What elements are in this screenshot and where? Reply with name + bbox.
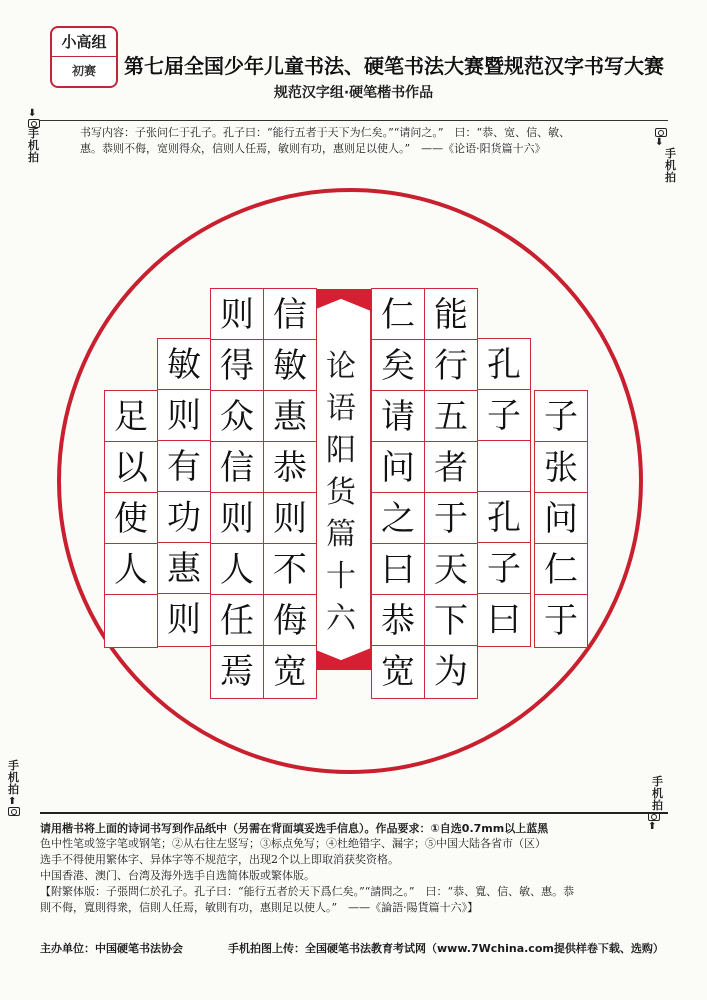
grid-cell: 侮 (263, 594, 317, 648)
grid-cell: 以 (104, 441, 158, 495)
arrow-up-icon: ⬆ (648, 821, 657, 832)
page-subtitle: 规范汉字组·硬笔楷书作品 (273, 85, 434, 101)
grid-cell: 张 (534, 441, 588, 495)
grid-cell: 天 (424, 543, 478, 597)
grid-cell (104, 594, 158, 648)
band-char: 语 (326, 391, 356, 426)
grid-cell: 信 (210, 441, 264, 495)
instructions-line-2: 色中性笔或签字笔或钢笔；②从右往左竖写；③标点免写；④杜绝错字、漏字；⑤中国大陆各省市（区） (40, 837, 546, 850)
grid-cell: 问 (534, 492, 588, 546)
badge-round-label: 初赛 (71, 64, 96, 78)
grid-cell: 孔 (477, 338, 531, 392)
grid-cell: 则 (210, 492, 264, 546)
grid-cell: 者 (424, 441, 478, 495)
band-char: 阳 (326, 433, 356, 468)
page-title: 第七届全国少年儿童书法、硬笔书法大赛暨规范汉字书写大赛 (124, 54, 664, 78)
grid-cell: 则 (157, 593, 211, 647)
arrow-down-icon: ⬇ (655, 137, 664, 148)
grid-cell: 下 (424, 594, 478, 648)
grid-cell: 五 (424, 390, 478, 444)
grid-cell: 得 (210, 339, 264, 393)
band-char: 六 (326, 601, 356, 636)
content-line-2: 惠。恭则不侮，宽则得众，信则人任焉，敏则有功，惠则足以使人。” ——《论语·阳货篇十六》 (80, 142, 546, 155)
upload-info: 手机拍图上传：全国硬笔书法教育考试网（www.7Wchina.com提供样卷下载、选购） (228, 942, 664, 955)
grid-cell: 信 (263, 288, 317, 342)
grid-cell: 人 (104, 543, 158, 597)
grid-cell: 仁 (534, 543, 588, 597)
grid-cell: 则 (210, 288, 264, 342)
grid-cell: 能 (424, 288, 478, 342)
grid-cell: 行 (424, 339, 478, 393)
grid-cell: 则 (157, 389, 211, 443)
arrow-down-icon: ⬇ (28, 108, 37, 119)
instructions-line-3: 选手不得使用繁体字、异体字等不规范字，出现2个以上即取消获奖资格。 (40, 853, 399, 866)
grid-cell: 为 (424, 645, 478, 699)
grid-cell: 任 (210, 594, 264, 648)
instructions-line-5: 【附繁体版：子張問仁於孔子。孔子曰：“能行五者於天下爲仁矣。”“請問之。” 曰：“恭、寬、信、敏、惠。恭 (40, 885, 575, 898)
instructions-line-4: 中国香港、澳门、台湾及海外选手自选简体版或繁体版。 (40, 869, 315, 882)
band-char: 十 (326, 559, 356, 594)
grid-cell: 曰 (371, 543, 425, 597)
instructions-line-1: 请用楷书将上面的诗词书写到作品纸中（另需在背面填妥选手信息）。作品要求：①自选0.7mm以上蓝黑 (40, 822, 549, 835)
arrow-up-icon: ⬆ (8, 796, 17, 807)
grid-cell (477, 440, 531, 494)
grid-cell: 有 (157, 440, 211, 494)
photo-mark-label: 手机拍 (8, 759, 19, 796)
grid-cell: 敏 (157, 338, 211, 392)
grid-cell: 众 (210, 390, 264, 444)
grid-cell: 子 (477, 542, 531, 596)
grid-cell: 人 (210, 543, 264, 597)
badge-group-label: 小高组 (52, 28, 116, 57)
grid-cell: 请 (371, 390, 425, 444)
grid-cell: 惠 (157, 542, 211, 596)
grid-cell: 功 (157, 491, 211, 545)
divider (40, 812, 668, 814)
instructions-line-6: 則不侮，寬則得衆，信則人任焉，敏則有功，惠則足以使人。” ——《論語·陽貨篇十六》】 (40, 901, 479, 914)
grid-cell: 之 (371, 492, 425, 546)
band-char: 论 (326, 349, 356, 384)
photo-mark-label: 手机拍 (665, 147, 676, 184)
band-char: 篇 (326, 517, 356, 552)
grid-cell: 惠 (263, 390, 317, 444)
grid-cell: 足 (104, 390, 158, 444)
band-char: 货 (326, 475, 356, 510)
grid-cell: 不 (263, 543, 317, 597)
grid-cell: 敏 (263, 339, 317, 393)
organizer: 主办单位：中国硬笔书法协会 (40, 942, 183, 955)
grid-cell: 曰 (477, 593, 531, 647)
grid-cell: 子 (477, 389, 531, 443)
grid-cell: 宽 (263, 645, 317, 699)
photo-mark-label: 手机拍 (28, 127, 39, 164)
grid-cell: 子 (534, 390, 588, 444)
content-line-1: 书写内容：子张问仁于孔子。孔子曰：“能行五者于天下为仁矣。”“请问之。” 曰：“恭、宽、信、敏、 (80, 126, 571, 139)
photo-mark-label: 手机拍 (652, 775, 663, 812)
grid-cell: 于 (424, 492, 478, 546)
grid-cell: 仁 (371, 288, 425, 342)
grid-cell: 焉 (210, 645, 264, 699)
grid-cell: 则 (263, 492, 317, 546)
grid-cell: 恭 (263, 441, 317, 495)
grid-cell: 宽 (371, 645, 425, 699)
grid-cell: 恭 (371, 594, 425, 648)
grid-cell: 孔 (477, 491, 531, 545)
instructions (40, 820, 670, 916)
grid-cell: 矣 (371, 339, 425, 393)
grid-cell: 问 (371, 441, 425, 495)
grid-cell: 于 (534, 594, 588, 648)
grid-cell: 使 (104, 492, 158, 546)
